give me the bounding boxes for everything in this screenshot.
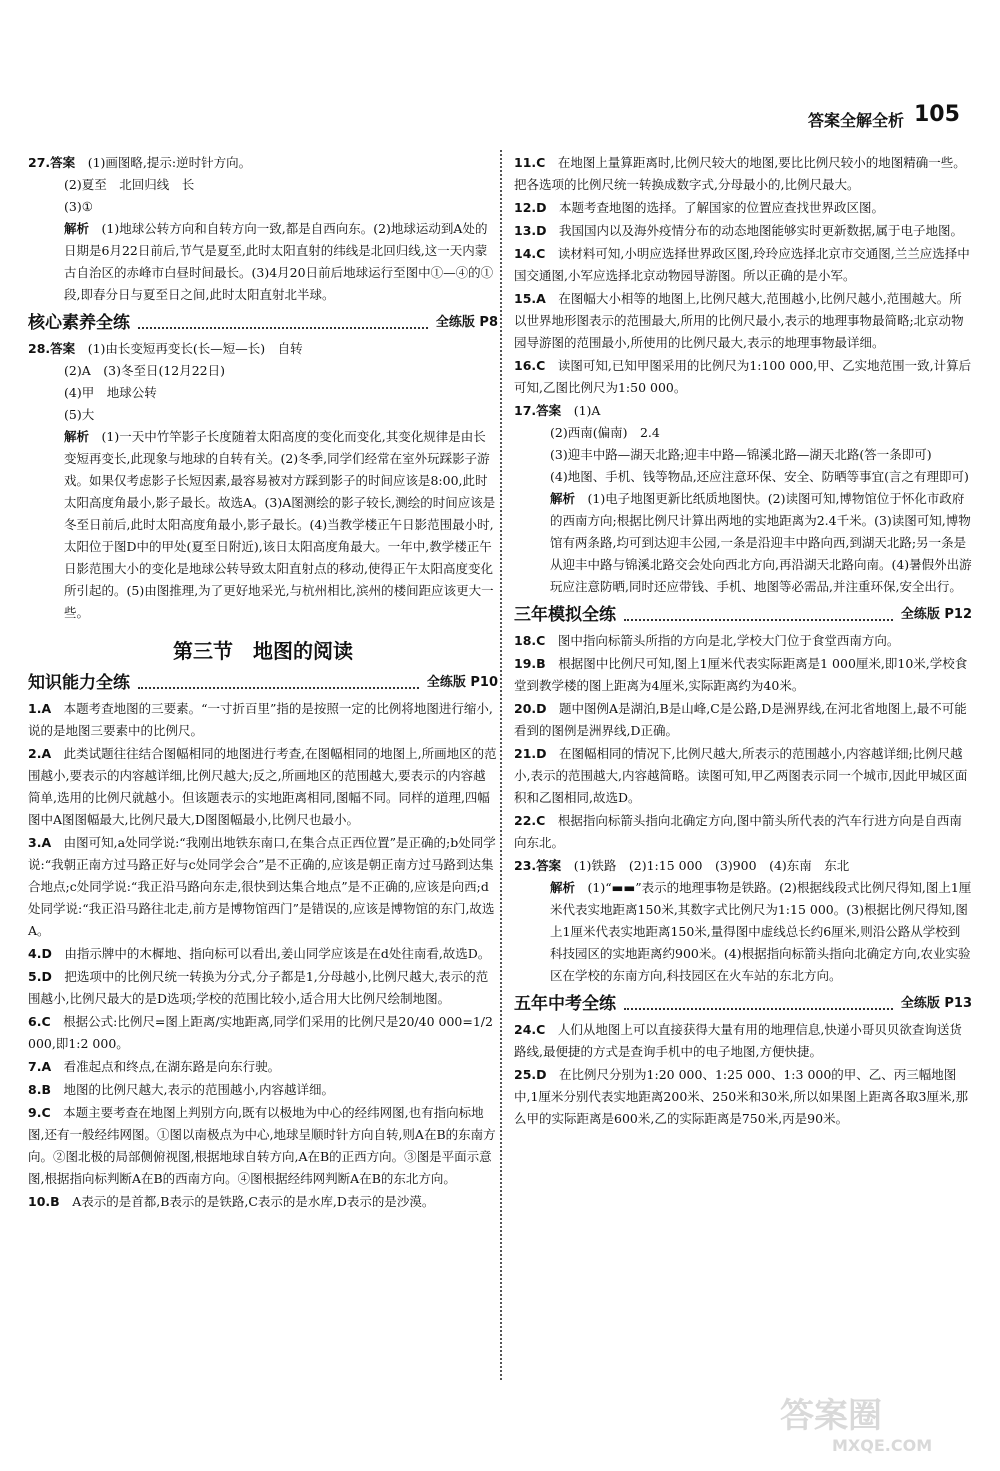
answer-label: 答案 — [50, 341, 76, 356]
item-number: 4.D — [28, 946, 52, 961]
item-number: 10.B — [28, 1194, 60, 1209]
right-column — [514, 152, 972, 1131]
answer-item — [514, 220, 972, 242]
band-reference: 全练版 P13 — [900, 996, 972, 1011]
item-text: 由指示牌中的木樨地、指向标可以看出,姜山同学应该是在d处往南看,故选D。 — [64, 946, 491, 961]
analysis-text: (1)地球公转方向和自转方向一致,都是自西向东。(2)地球运动到A处的日期是6月22日前后,节气是夏至,此时太阳直射的纬线是北回归线,这一天内蒙古自治区的赤峰市白昼时间最长。(3)4月20日前后地球运行至图中①—④的①段,即春分日与夏至日之间,此时太阳直射北半球。 — [64, 221, 494, 302]
item-text: 本题主要考查在地图上判别方向,既有以极地为中心的经纬网图,也有指向标地图,还有一般经纬网图。①图以南极点为中心,地球呈顺时针方向自转,则A在B的东南方向。②图北极的局部侧俯视图,根据地球自转方向,A在B的正西方向。③图是平面示意图,根据指向标判断A在B的西南方向。④图根据经纬网判断A在B的东北方向。 — [28, 1105, 496, 1186]
question-number: 27. — [28, 155, 51, 170]
answer-label: 答案 — [536, 403, 562, 418]
answer-item — [28, 1191, 498, 1213]
item-text: 在图幅相同的情况下,比例尺越大,所表示的范围越小,内容越详细;比例尺越小,表示的范围越大,内容越简略。读图可知,甲乙两图表示同一个城市,因此甲城区面积和乙图相同,故选D。 — [514, 746, 968, 805]
question-number: 17. — [514, 403, 537, 418]
answer-item — [514, 1019, 972, 1063]
answer-line: (1)铁路 (2)1:15 000 (3)900 (4)东南 东北 — [573, 858, 850, 873]
band-title: 核心素养全练 — [28, 313, 130, 333]
item-text: 此类试题往往结合图幅相同的地图进行考查,在图幅相同的地图上,所画地区的范围越小,要表示的内容越详细,比例尺越大;反之,所画地区的范围越大,要表示的内容越简单,选用的比例尺就越小。但该题表示的实地距离相同,图幅不同。同样的道理,四幅图中A图图幅最大,比例尺最大,D图图幅最小,比例尺也最小。 — [28, 746, 497, 827]
answer-line: (3)① — [64, 199, 93, 214]
item-number: 8.B — [28, 1082, 51, 1097]
item-number: 13.D — [514, 223, 547, 238]
column-divider — [500, 150, 502, 1380]
item-text: 图中指向标箭头所指的方向是北,学校大门位于食堂西南方向。 — [557, 633, 900, 648]
watermark-url: MXQE.COM — [832, 1436, 933, 1455]
section-band-three-year — [514, 604, 972, 626]
item-number: 14.C — [514, 246, 546, 261]
answer-list — [514, 152, 972, 399]
analysis-label: 解析 — [64, 429, 90, 444]
answer-item — [28, 1056, 498, 1078]
answer-item — [28, 966, 498, 1010]
item-number: 21.D — [514, 746, 547, 761]
item-text: 读图可知,已知甲图采用的比例尺为1:100 000,甲、乙实地范围一致,计算后可知,乙图比例尺为1:50 000。 — [514, 358, 972, 395]
answer-label: 答案 — [536, 858, 562, 873]
item-number: 16.C — [514, 358, 546, 373]
section-band-core — [28, 312, 498, 334]
analysis-text: (1)“▬▬”表示的地理事物是铁路。(2)根据线段式比例尺得知,图上1厘米代表实地距离150米,其数字式比例尺为1:15 000。(3)根据比例尺得知,图上1厘米代表实地距离150米,量得图中虚线总长约6厘米,则沿公路从学校到科技园区的实地距离约900米。(4)根据指向标箭头指向北确定方向,农业实验区在学校的东南方向,科技园区在火车站的东北方向。 — [550, 880, 972, 983]
item-text: A表示的是首都,B表示的是铁路,C表示的是水库,D表示的是沙漠。 — [72, 1194, 435, 1209]
item-text: 在比例尺分别为1:20 000、1:25 000、1:3 000的甲、乙、丙三幅地图中,1厘米分别代表实地距离200米、250米和30米,所以如果图上距离各取3厘米,那么甲的实际距离是600米,乙的实际距离是750米,丙是90米。 — [514, 1067, 968, 1126]
section-title: 第三节 地图的阅读 — [173, 639, 353, 663]
item-text: 在图幅大小相等的地图上,比例尺越大,范围越小,比例尺越小,范围越大。所以世界地形图表示的范围最大,所用的比例尺最小,表示的地理事物最简略;北京动物园导游图的范围最小,所使用的比例尺最大,表示的地理事物最详细。 — [514, 291, 964, 350]
watermark-logo — [772, 1387, 982, 1457]
answer-line: (4)甲 地球公转 — [64, 385, 157, 400]
item-text: 人们从地图上可以直接获得大量有用的地理信息,快递小哥贝贝欲查询送货路线,最便捷的方式是查询手机中的电子地图,方便快捷。 — [514, 1022, 962, 1059]
answer-list — [28, 698, 498, 1213]
page-number: 105 — [914, 102, 960, 127]
item-number: 24.C — [514, 1022, 546, 1037]
answer-item — [514, 630, 972, 652]
answer-label: 答案 — [50, 155, 76, 170]
band-reference: 全练版 P8 — [435, 315, 498, 330]
item-text: 看准起点和终点,在湖东路是向东行驶。 — [63, 1059, 281, 1074]
question-28 — [28, 338, 498, 624]
analysis-label: 解析 — [550, 491, 576, 506]
band-rule — [624, 609, 893, 621]
question-number: 28. — [28, 341, 51, 356]
band-reference: 全练版 P10 — [426, 675, 498, 690]
item-number: 25.D — [514, 1067, 547, 1082]
item-text: 本题考查地图的三要素。“一寸折百里”指的是按照一定的比例将地图进行缩小,说的是地图三要素中的比例尺。 — [28, 701, 493, 738]
item-text: 读材料可知,小明应选择世界政区图,玲玲应选择北京市交通图,兰兰应选择中国交通图,小军应选择北京动物园导游图。所以正确的是小军。 — [514, 246, 970, 283]
item-number: 15.A — [514, 291, 546, 306]
answer-item — [28, 832, 498, 942]
answer-line: (4)地图、手机、钱等物品,还应注意环保、安全、防晒等事宜(言之有理即可) — [550, 469, 969, 484]
answer-item — [514, 1064, 972, 1130]
section-band-five-year — [514, 993, 972, 1015]
answer-line: (2)西南(偏南) 2.4 — [550, 425, 660, 440]
item-text: 地图的比例尺越大,表示的范围越小,内容越详细。 — [63, 1082, 334, 1097]
left-column — [28, 152, 498, 1214]
answer-item — [28, 1102, 498, 1190]
answer-line: (3)迎丰中路—湖天北路;迎丰中路—锦溪北路—湖天北路(答一条即可) — [550, 447, 932, 462]
band-title: 五年中考全练 — [514, 994, 616, 1014]
item-number: 11.C — [514, 155, 546, 170]
item-number: 12.D — [514, 200, 547, 215]
band-rule — [138, 317, 428, 329]
question-27 — [28, 152, 498, 306]
answer-item — [28, 1011, 498, 1055]
item-number: 19.B — [514, 656, 546, 671]
band-title: 知识能力全练 — [28, 673, 130, 693]
answer-line: (1)A — [573, 403, 601, 418]
item-number: 6.C — [28, 1014, 51, 1029]
analysis-text: (1)一天中竹竿影子长度随着太阳高度的变化而变化,其变化规律是由长变短再变长,此现象与地球的自转有关。(2)冬季,同学们经常在室外玩踩影子游戏。如果仅考虑影子长短因素,最容易被对方踩到影子的时间应该是8:00,此时太阳高度角最小,影子最长。故选A。(3)A图测绘的影子较长,测绘的时间应该是冬至日前后,此时太阳高度角最小,影子最长。(4)当教学楼正午日影范围最小时,太阳位于图D中的甲处(夏至日附近),该日太阳高度角最大。一年中,教学楼正午日影范围大小的变化是地球公转导致太阳直射点的移动,使得正午太阳高度变化所引起的。(5)由图推理,为了更好地采光,与杭州相比,滨州的楼间距应该更大一些。 — [64, 429, 496, 620]
answer-line: (1)画图略,提示:逆时针方向。 — [87, 155, 252, 170]
answer-line: (2)夏至 北回归线 长 — [64, 177, 195, 192]
question-23 — [514, 855, 972, 987]
band-title: 三年模拟全练 — [514, 605, 616, 625]
item-text: 根据图中比例尺可知,图上1厘米代表实际距离是1 000厘米,即10米,学校食堂到教学楼的图上距离为4厘米,实际距离约为40米。 — [514, 656, 968, 693]
answer-item — [514, 197, 972, 219]
item-text: 根据指向标箭头指向北确定方向,图中箭头所代表的汽车行进方向是自西南向东北。 — [514, 813, 962, 850]
item-number: 3.A — [28, 835, 52, 850]
answer-item — [514, 152, 972, 196]
item-text: 我国国内以及海外疫情分布的动态地图能够实时更新数据,属于电子地图。 — [559, 223, 964, 238]
item-text: 在地图上量算距离时,比例尺较大的地图,要比比例尺较小的地图精确一些。把各选项的比例尺统一转换成数字式,分母最小的,比例尺最大。 — [514, 155, 966, 192]
item-number: 20.D — [514, 701, 547, 716]
band-rule — [624, 998, 893, 1010]
item-text: 题中图例A是湖泊,B是山峰,C是公路,D是洲界线,在河北省地图上,最不可能看到的图例是洲界线,D正确。 — [514, 701, 967, 738]
answer-item — [28, 743, 498, 831]
watermark-text: 答案圈 — [780, 1396, 882, 1436]
item-number: 7.A — [28, 1059, 52, 1074]
answer-item — [514, 243, 972, 287]
question-17 — [514, 400, 972, 598]
answer-item — [514, 743, 972, 809]
header-title: 答案全解全析 — [808, 111, 905, 130]
answer-line: (1)由长变短再变长(长—短—长) 自转 — [87, 341, 303, 356]
analysis-label: 解析 — [550, 880, 576, 895]
answer-item — [514, 653, 972, 697]
answer-list — [514, 630, 972, 854]
band-reference: 全练版 P12 — [900, 607, 972, 622]
section-band-knowledge — [28, 672, 498, 694]
item-number: 18.C — [514, 633, 546, 648]
answer-item — [514, 355, 972, 399]
band-rule — [138, 677, 419, 689]
answer-item — [514, 288, 972, 354]
analysis-label: 解析 — [64, 221, 90, 236]
answer-item — [28, 1079, 498, 1101]
item-text: 由图可知,a处同学说:“我刚出地铁东南口,在集合点正西位置”是正确的;b处同学说:“我朝正南方过马路正好与c处同学会合”是不正确的,应该是朝正南方过马路到达集合地点;c处同学说:“我正沿马路向东走,很快到达集合地点”是不正确的,应该是向西;d处同学说:“我正沿马路往北走,前方是博物馆西门”是错误的,应该是博物馆的东门,故选A。 — [28, 835, 496, 938]
answer-item — [28, 943, 498, 965]
item-number: 1.A — [28, 701, 52, 716]
analysis-text: (1)电子地图更新比纸质地图快。(2)读图可知,博物馆位于怀化市政府的西南方向;根据比例尺计算出两地的实地距离为2.4千米。(3)读图可知,博物馆有两条路,均可到达迎丰公园,一条是沿迎丰中路向西,到湖天北路;另一条是从迎丰中路与锦溪北路交会处向西北方向,再沿湖天北路向南。(4)暑假外出游玩应注意防晒,同时还应带钱、手机、地图等必需品,并注重环保,安全出行。 — [550, 491, 972, 594]
answer-item — [28, 698, 498, 742]
answer-item — [514, 698, 972, 742]
page-header — [0, 0, 1000, 138]
item-number: 22.C — [514, 813, 546, 828]
question-number: 23. — [514, 858, 537, 873]
item-text: 本题考查地图的选择。了解国家的位置应查找世界政区图。 — [559, 200, 885, 215]
item-number: 5.D — [28, 969, 52, 984]
answer-line: (5)大 — [64, 407, 95, 422]
item-number: 2.A — [28, 746, 52, 761]
answer-line: (2)A (3)冬至日(12月22日) — [64, 363, 226, 378]
item-number: 9.C — [28, 1105, 51, 1120]
answer-item — [514, 810, 972, 854]
item-text: 把选项中的比例尺统一转换为分式,分子都是1,分母越小,比例尺越大,表示的范围越小,比例尺最大的是D选项;学校的范围比较小,适合用大比例尺绘制地图。 — [28, 969, 489, 1006]
item-text: 根据公式:比例尺=图上距离/实地距离,同学们采用的比例尺是20/40 000=1/2 000,即1:2 000。 — [28, 1014, 493, 1051]
answer-list — [514, 1019, 972, 1130]
